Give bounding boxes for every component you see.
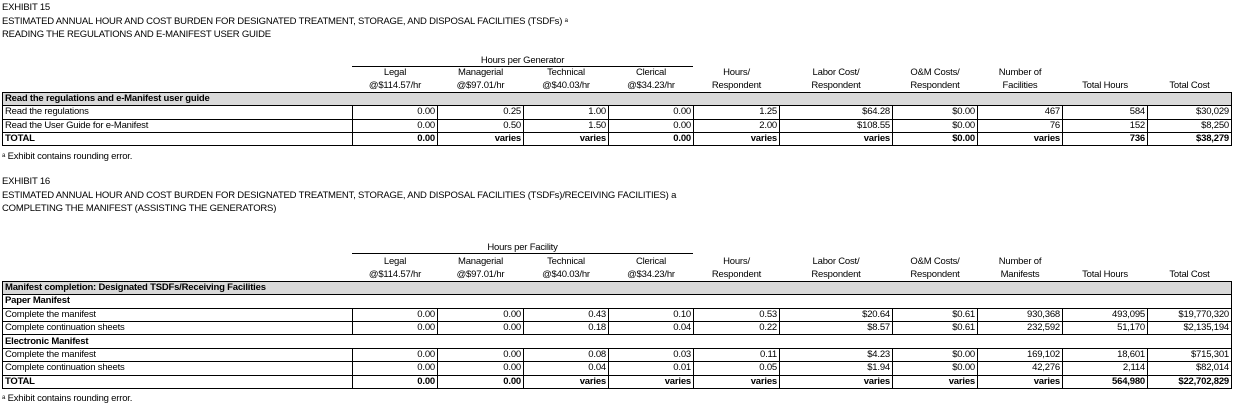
cell: 0.00 <box>353 119 438 132</box>
cell: 76 <box>978 119 1063 132</box>
cell: varies <box>694 375 780 388</box>
col-header: Technical <box>547 256 585 268</box>
group-header: Hours per Generator <box>352 55 693 67</box>
cell: varies <box>780 132 893 145</box>
cell: 736 <box>1063 132 1148 145</box>
col-header: Respondent <box>910 79 960 91</box>
cell: 0.18 <box>524 321 609 334</box>
footnote <box>2 393 132 404</box>
col-header: Number of <box>998 67 1042 79</box>
section-row <box>3 281 1232 294</box>
row-label: Read the regulations <box>3 106 353 119</box>
cell: $0.00 <box>893 348 978 361</box>
exhibit-16-title: ESTIMATED ANNUAL HOUR AND COST BURDEN FOR DESIGNATED TREATMENT, STORAGE, AND DISPOSAL FACILITIES (TSDFs)/RECEIVING FACILITIES) a <box>2 190 677 201</box>
col-header <box>1063 256 1148 268</box>
col-header: Total Hours <box>1082 268 1128 280</box>
col-header: @$114.57/hr <box>368 79 422 91</box>
electronic-manifest-label: Electronic Manifest <box>3 335 1232 348</box>
cell: 0.00 <box>438 375 524 388</box>
table-row <box>3 362 1232 375</box>
cell: varies <box>524 375 609 388</box>
cell: 0.00 <box>353 308 438 321</box>
cell: 42,276 <box>978 362 1063 375</box>
cell: 0.05 <box>694 362 780 375</box>
cell: $38,279 <box>1148 132 1232 145</box>
header-row-2 <box>3 79 1232 92</box>
cell: 0.08 <box>524 348 609 361</box>
group-header: Hours per Facility <box>352 242 693 254</box>
col-header: @$34.23/hr <box>627 268 675 280</box>
cell: 169,102 <box>978 348 1063 361</box>
col-header: Total Cost <box>1169 268 1210 280</box>
exhibit-16-label: EXHIBIT 16 <box>2 176 50 187</box>
table-row <box>3 119 1232 132</box>
col-header: @$97.01/hr <box>456 268 505 280</box>
footnote-text: Exhibit contains rounding error. <box>7 393 133 404</box>
header-row-1 <box>3 256 1232 268</box>
cell: 0.03 <box>609 348 694 361</box>
cell: 0.00 <box>609 119 694 132</box>
cell: varies <box>438 132 524 145</box>
exhibit-16 <box>2 174 1231 406</box>
cell: 0.11 <box>694 348 780 361</box>
col-header: Hours/ <box>723 256 750 268</box>
cell: 0.00 <box>353 375 438 388</box>
paper-manifest-label: Paper Manifest <box>3 295 1232 308</box>
col-header: @$40.03/hr <box>542 79 590 91</box>
section-label: Manifest completion: Designated TSDFs/Receiving Facilities <box>3 281 1232 294</box>
cell: $64.28 <box>780 106 893 119</box>
cell: 0.00 <box>353 348 438 361</box>
cell: $82,014 <box>1148 362 1232 375</box>
exhibit-16-table <box>2 256 1232 389</box>
cell: 0.00 <box>353 321 438 334</box>
cell: 467 <box>978 106 1063 119</box>
cell: 1.50 <box>524 119 609 132</box>
header-row-1 <box>3 67 1232 79</box>
row-label: Complete the manifest <box>3 308 353 321</box>
row-label: Complete the manifest <box>3 348 353 361</box>
col-header: @$97.01/hr <box>456 79 505 91</box>
cell: 0.00 <box>438 362 524 375</box>
cell: $19,770,320 <box>1148 308 1232 321</box>
cell: 51,170 <box>1063 321 1148 334</box>
cell: $4.23 <box>780 348 893 361</box>
footnote-text: Exhibit contains rounding error. <box>7 151 133 162</box>
cell: $8,250 <box>1148 119 1232 132</box>
cell: 2,114 <box>1063 362 1148 375</box>
cell: 584 <box>1063 106 1148 119</box>
cell: 0.00 <box>353 132 438 145</box>
col-header: @$34.23/hr <box>627 79 675 91</box>
cell: 0.01 <box>609 362 694 375</box>
row-label: Read the User Guide for e-Manifest <box>3 119 353 132</box>
cell: 0.25 <box>438 106 524 119</box>
cell: 0.04 <box>524 362 609 375</box>
cell: varies <box>978 375 1063 388</box>
cell: 930,368 <box>978 308 1063 321</box>
cell: 0.00 <box>438 321 524 334</box>
col-header: Number of <box>998 256 1042 268</box>
cell: 0.00 <box>438 308 524 321</box>
cell: 0.00 <box>609 106 694 119</box>
col-header: Hours/ <box>723 67 750 79</box>
col-header: O&M Costs/ <box>910 67 960 79</box>
table-row <box>3 348 1232 361</box>
cell: 564,980 <box>1063 375 1148 388</box>
cell: $715,301 <box>1148 348 1232 361</box>
cell: varies <box>780 375 893 388</box>
col-header: Respondent <box>811 268 861 280</box>
exhibit-15-title-text: ESTIMATED ANNUAL HOUR AND COST BURDEN FOR DESIGNATED TREATMENT, STORAGE, AND DISPOSAL FACILITIES (TSDFs) <box>2 16 563 27</box>
exhibit-15-label: EXHIBIT 15 <box>2 2 50 13</box>
exhibit-15-table <box>2 67 1232 146</box>
col-header <box>1148 256 1232 268</box>
cell: varies <box>893 375 978 388</box>
cell: 1.00 <box>524 106 609 119</box>
cell: 493,095 <box>1063 308 1148 321</box>
cell: $108.55 <box>780 119 893 132</box>
table-row <box>3 308 1232 321</box>
col-header: Total Hours <box>1082 79 1128 91</box>
cell: $0.00 <box>893 362 978 375</box>
col-header: Technical <box>547 67 585 79</box>
col-header: Total Cost <box>1169 79 1210 91</box>
cell: $1.94 <box>780 362 893 375</box>
exhibit-15-title <box>2 16 568 27</box>
cell: 0.00 <box>353 106 438 119</box>
footnote <box>2 151 132 162</box>
cell: 152 <box>1063 119 1148 132</box>
cell: 0.00 <box>353 362 438 375</box>
row-label: Complete continuation sheets <box>3 321 353 334</box>
cell: 0.22 <box>694 321 780 334</box>
col-header: Manifests <box>1000 268 1040 280</box>
exhibit-15-title-sup: a <box>564 18 568 24</box>
col-header: @$114.57/hr <box>368 268 422 280</box>
cell: 0.04 <box>609 321 694 334</box>
cell: $0.00 <box>893 132 978 145</box>
exhibit-15 <box>2 0 1231 165</box>
cell: varies <box>978 132 1063 145</box>
col-header: Managerial <box>458 256 503 268</box>
cell: 0.00 <box>438 348 524 361</box>
total-label: TOTAL <box>3 132 353 145</box>
col-header: Respondent <box>811 79 861 91</box>
cell: 1.25 <box>694 106 780 119</box>
row-label: Complete continuation sheets <box>3 362 353 375</box>
col-header: Clerical <box>635 256 667 268</box>
cell: varies <box>694 132 780 145</box>
cell: varies <box>524 132 609 145</box>
col-header: Labor Cost/ <box>812 67 860 79</box>
col-header: Clerical <box>635 67 667 79</box>
cell: $0.00 <box>893 106 978 119</box>
cell: $0.61 <box>893 308 978 321</box>
cell: $0.61 <box>893 321 978 334</box>
cell: 18,601 <box>1063 348 1148 361</box>
subsection-row <box>3 295 1232 308</box>
cell: $0.00 <box>893 119 978 132</box>
section-label: Read the regulations and e-Manifest user guide <box>3 92 1232 105</box>
col-header <box>1148 67 1232 79</box>
cell: varies <box>609 375 694 388</box>
cell: $22,702,829 <box>1148 375 1232 388</box>
col-header: O&M Costs/ <box>910 256 960 268</box>
col-header: Managerial <box>458 67 503 79</box>
col-header: Facilities <box>1002 79 1038 91</box>
cell: $30,029 <box>1148 106 1232 119</box>
section-row <box>3 92 1232 105</box>
footnote-mark: a <box>2 395 6 401</box>
col-header: Respondent <box>910 268 960 280</box>
total-row <box>3 132 1232 145</box>
col-header: @$40.03/hr <box>542 268 590 280</box>
footnote-mark: a <box>2 153 6 159</box>
cell: 0.50 <box>438 119 524 132</box>
exhibit-16-subtitle: COMPLETING THE MANIFEST (ASSISTING THE GENERATORS) <box>2 203 277 214</box>
cell: 0.00 <box>609 132 694 145</box>
exhibit-15-subtitle: READING THE REGULATIONS AND E-MANIFEST USER GUIDE <box>2 29 271 40</box>
subsection-row <box>3 335 1232 348</box>
table-row <box>3 106 1232 119</box>
cell: 0.53 <box>694 308 780 321</box>
header-row-2 <box>3 268 1232 281</box>
total-label: TOTAL <box>3 375 353 388</box>
col-header <box>1063 67 1148 79</box>
cell: 0.10 <box>609 308 694 321</box>
cell: 2.00 <box>694 119 780 132</box>
cell: $20.64 <box>780 308 893 321</box>
col-header: Legal <box>383 67 407 79</box>
cell: $2,135,194 <box>1148 321 1232 334</box>
col-header: Labor Cost/ <box>812 256 860 268</box>
cell: 232,592 <box>978 321 1063 334</box>
cell: 0.43 <box>524 308 609 321</box>
table-row <box>3 321 1232 334</box>
col-header: Legal <box>383 256 407 268</box>
cell: $8.57 <box>780 321 893 334</box>
total-row <box>3 375 1232 388</box>
col-header: Respondent <box>711 268 762 280</box>
col-header: Respondent <box>711 79 762 91</box>
